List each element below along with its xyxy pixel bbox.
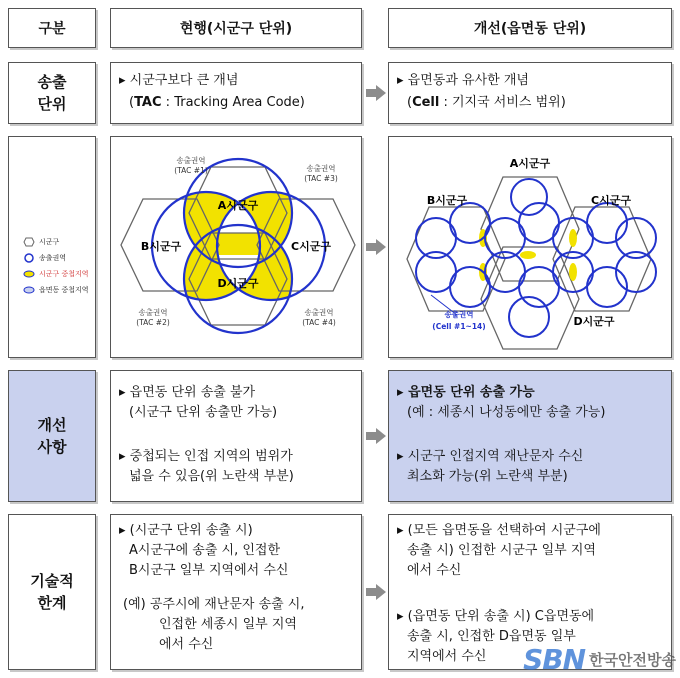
improvements-improved-2a: ▸ 시군구 인접지역 재난문자 수신: [397, 449, 584, 464]
tac3-label-1: 송출권역: [306, 164, 336, 173]
header-current: [110, 8, 362, 48]
improvements-improved-1b: (예 : 세종시 나성동에만 송출 가능): [407, 405, 606, 420]
limits-label-1: 기술적: [30, 572, 74, 590]
unit-improved-abbr: Cell: [412, 95, 440, 110]
current-label-c: C시군구: [291, 240, 331, 253]
unit-current-line2: (TAC : Tracking Area Code): [129, 95, 305, 110]
hexagon-icon: [23, 237, 35, 247]
improvements-improved-1a: ▸ 읍면동 단위 송출 가능: [397, 385, 535, 400]
improvements-current-2b: 넓을 수 있음(위 노란색 부분): [129, 469, 294, 484]
improvements-current-2a-text: 중첩되는 인접 지역의 범위가: [129, 449, 293, 464]
improvements-improved-2b: 최소화 가능(위 노란색 부분): [407, 469, 568, 484]
legend-yellow: [23, 269, 89, 279]
improved-label-d: D시군구: [573, 315, 615, 328]
unit-improved-line2-text: : 기지국 서비스 범위): [439, 95, 566, 110]
unit-current-abbr: TAC: [134, 95, 162, 110]
cell-label-2: (Cell #1~14): [432, 322, 486, 331]
header-category: [8, 8, 96, 48]
improvements-current-1a: ▸ 읍면동 단위 송출 불가: [119, 385, 256, 400]
current-label-b: B시군구: [140, 240, 182, 253]
tac2-label-2: (TAC #2): [136, 318, 170, 327]
header-current-text: 현행(시군구 단위): [179, 21, 293, 37]
unit-improved-line1-text: 읍면동과 유사한 개념: [407, 73, 529, 88]
limits-current-2: A시군구에 송출 시, 인접한: [129, 543, 281, 558]
improved-diagram-box: [388, 136, 672, 358]
current-diagram-box: [110, 136, 362, 358]
watermark-name: 한국안전방송: [589, 651, 676, 669]
limits-improved-6: 지역에서 수신: [407, 649, 487, 664]
legend-blue-text: 읍면동 중첩지역: [39, 286, 89, 294]
improvements-label-2: 사항: [37, 438, 67, 456]
circle-icon: [23, 253, 35, 263]
unit-current-line1-text: 시군구보다 큰 개념: [129, 73, 239, 88]
improved-label-b: B시군구: [426, 194, 468, 207]
unit-improved-line2: (Cell : 기지국 서비스 범위): [407, 95, 566, 110]
limits-improved-1: ▸ (모든 읍면동을 선택하여 시군구에: [397, 523, 601, 538]
unit-label-2: 단위: [37, 95, 67, 113]
legend-box: [8, 136, 96, 358]
blue-lens-icon: [23, 285, 35, 295]
limits-label-2: 한계: [37, 594, 67, 612]
limits-improved-4: ▸ (읍면동 단위 송출 시) C읍면동에: [397, 609, 595, 624]
improvements-label-1: 개선: [37, 416, 67, 434]
unit-improved-box: [388, 62, 672, 124]
improvements-improved-box: [388, 370, 672, 502]
legend-hex: [23, 237, 59, 247]
header-category-text: 구분: [38, 21, 66, 37]
limits-current-box: [110, 514, 362, 670]
unit-current-line2-text: : Tracking Area Code): [161, 95, 305, 110]
yellow-lens-icon: [23, 269, 35, 279]
improvements-category: [8, 370, 96, 502]
tac2-label-1: 송출권역: [138, 308, 168, 317]
header-improved: [388, 8, 672, 48]
legend-hex-text: 시군구: [39, 238, 60, 246]
watermark-logo: SBN: [523, 643, 586, 676]
arrow-right-icon: [366, 584, 386, 600]
current-diagram: [111, 137, 362, 358]
legend-circle: [23, 253, 66, 263]
watermark: [523, 643, 676, 676]
tac4-label-1: 송출권역: [304, 308, 334, 317]
limits-current-1-text: (시군구 단위 송출 시): [129, 523, 253, 538]
tac1-label-1: 송출권역: [176, 156, 206, 165]
improved-label-c: C시군구: [591, 194, 631, 207]
unit-category: [8, 62, 96, 124]
improved-label-a: A시군구: [509, 157, 551, 170]
unit-label-1: 송출: [37, 73, 67, 91]
limits-current-6: 에서 수신: [159, 637, 214, 652]
arrow-right-icon: [366, 239, 386, 255]
legend-circle-text: 송출권역: [39, 254, 67, 262]
improvements-current-1a-text: 읍면동 단위 송출 불가: [129, 385, 256, 400]
unit-current-box: [110, 62, 362, 124]
improvements-current-1b: (시군구 단위 송출만 가능): [129, 405, 278, 420]
improvements-improved-2a-text: 시군구 인접지역 재난문자 수신: [407, 449, 584, 464]
improvements-improved-1a-text: 읍면동 단위 송출 가능: [408, 385, 535, 400]
current-label-a: A시군구: [217, 199, 259, 212]
improved-diagram: [389, 137, 672, 358]
improvements-current-2a: ▸ 중첩되는 인접 지역의 범위가: [119, 449, 293, 464]
legend-blue: [23, 285, 89, 295]
limits-category: [8, 514, 96, 670]
current-label-d: D시군구: [217, 277, 259, 290]
unit-improved-line1: ▸ 읍면동과 유사한 개념: [397, 73, 529, 88]
limits-improved-3: 에서 수신: [407, 563, 462, 578]
improvements-current-box: [110, 370, 362, 502]
limits-current-1: ▸ (시군구 단위 송출 시): [119, 523, 253, 538]
header-improved-text: 개선(읍면동 단위): [473, 21, 587, 37]
limits-improved-1-text: (모든 읍면동을 선택하여 시군구에: [407, 523, 601, 538]
limits-current-5: 인접한 세종시 일부 지역: [159, 617, 297, 632]
arrow-right-icon: [366, 428, 386, 444]
limits-improved-2: 송출 시) 인접한 시군구 일부 지역: [407, 543, 596, 558]
legend-yellow-text: 시군구 중첩지역: [39, 270, 89, 278]
limits-improved-5: 송출 시, 인접한 D읍면동 일부: [407, 629, 576, 644]
tac4-label-2: (TAC #4): [302, 318, 336, 327]
limits-current-3: B시군구 일부 지역에서 수신: [129, 563, 289, 578]
limits-current-4: (예) 공주시에 재난문자 송출 시,: [123, 597, 305, 612]
tac3-label-2: (TAC #3): [304, 174, 338, 183]
unit-current-line1: ▸ 시군구보다 큰 개념: [119, 73, 239, 88]
limits-improved-4-text: (읍면동 단위 송출 시) C읍면동에: [407, 609, 595, 624]
arrow-right-icon: [366, 85, 386, 101]
cell-label-1: 송출권역: [444, 310, 474, 319]
tac1-label-2: (TAC #1): [174, 166, 208, 175]
